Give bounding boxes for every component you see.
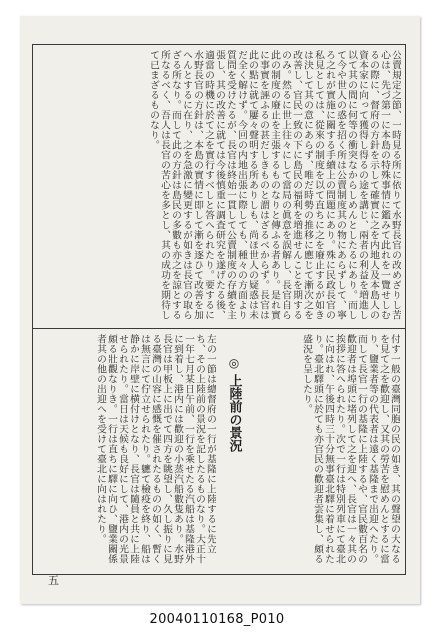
section-heading [223, 336, 245, 572]
lower-left-article-text [38, 334, 216, 570]
lower-right-paragraph: 付す一般の臺灣同胞の民の如き、其の聲望の大なるを見て之を歡迎し、又其の勞苦を慰めんとするに當り、鹽業者等の代表者は遠く基隆まで出迎へたり。而して長官一行の基隆に上陸するや、官民數百名の歡迎者は埠頭に堵列して之を迎へ、長官は一々其の挨拶に答へられたり。次で一行は特別列車にて臺北に向はれ、午後四時三十分無事臺北驛に着せられたり。臺北驛頭に於ても亦官民の歡迎者雲集し、頗る盛況を呈したり。 [301, 334, 400, 564]
image-caption: 20040110168_P010 [149, 612, 285, 627]
upper-paragraph: 公賣規定之節、一時見る所に依りて水野長官の改めざりし苦心は、先づ第一に本島の特殊事情に鑑みて此れを一覽せしむるの際に、督府の方針を示して確實に之を内地人及本島人の資本家に向って獲得し得るの途を講じ、兩者の利益を増進し以て其の間に何等の衝突なからしめんとしたるにあり。而して今や世人の惑を招く所は公賣制度其の物にあらずして、寧ろ之れが實施に關する手續上の問題にあり。殊に民政長官の私見としては、從來の制度を以て直ちに之を廢止するが如きは決して其の意にあらず、唯だ時勢の推移に應じて漸次之を改善し、官民一致の下に島民の福利を増進せんことを期するのみ。然るに世上往々にして當局の眞意を誤解し、長官自ら此の制度の廢止を主張するものなりと傳ふる者あり。是れ實に事實を誣ふるの甚だしきものと謂はざるべからず。長官は此の點に就て屢々聲明する所ありしも、尚ほ世人の疑惑は未だ全く解けず。今回の内地出張に際しても、種々の方面より質問を受けたるが、長官は終始一貫して公賣制度の存續を主張し、其の改善に就ては今後慎重に調査研究を遂げたる後、適當の時機に於て之を實行すべしと答へられたり。要するに水野長官の方針は、本島の實情に即して漸を逐ひて改善を加へんとするに在り、之を急激に變更するが如きは長官の取らざる所なり。而して此の方針は島民の多數も亦之を諒とする所なるべく、吾人は長官の苦心を多とし、其の成功を期待して已まざるものなり。 [148, 50, 401, 320]
document-page [20, 16, 420, 604]
lower-right-article-text [252, 334, 400, 570]
section-divider [32, 328, 406, 329]
section-heading-text: 上陸前の景況 [226, 374, 242, 452]
page-number: 五 [48, 574, 59, 587]
heading-mark-icon: ◎ [227, 356, 241, 370]
lower-left-paragraph: 左の一節は總督府の一行が基隆に上陸するに先立ち、その上陸前の景況を記したるものなり。大正十一年七月某日午前、一行を乘せたる汽船は基隆港外に到着し、港内には歡迎の小蒸汽船數隻あり。水野長官は甲板上に出でて四方を眺望し、久し振りに見る臺灣の山容に感慨を催されたるものの如く、暫くは無言にて佇立せられたり。軈て檢疫を終り、船は静かに岸壁に横付けとなり、長官は隨員と共に上陸せられたり。當日は天候も良好にして、港内の光景頗る壯觀なりき。一行は直ちに驛に向ひ、鹽業關係者其の他の出迎へを受けて臺北に向はれたり。 [95, 334, 216, 564]
upper-article-text [38, 50, 401, 324]
